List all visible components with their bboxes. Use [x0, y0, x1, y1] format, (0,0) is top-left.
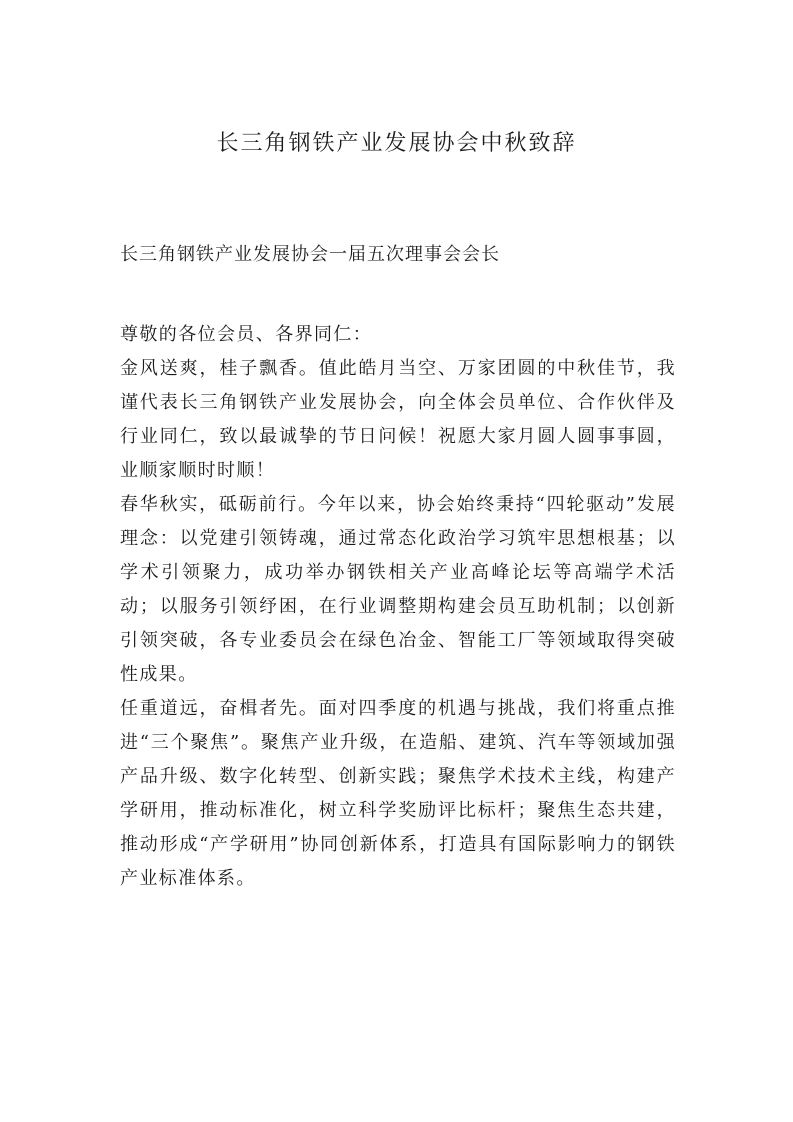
document-title: 长三角钢铁产业发展协会中秋致辞	[216, 131, 577, 156]
paragraph-1: 金风送爽，桂子飘香。值此皓月当空、万家团圆的中秋佳节，我谨代表长三角钢铁产业发展协会，向全体会员单位、合作伙伴及行业同仁，致以最诚挚的节日问候！祝愿大家月圆人圆事事圆，业顺家顺时时顺！	[120, 358, 676, 481]
author-line: 长三角钢铁产业发展协会一届五次理事会会长	[120, 244, 500, 265]
document-body	[120, 318, 676, 896]
paragraph-3: 任重道远，奋楫者先。面对四季度的机遇与挑战，我们将重点推进“三个聚焦”。聚焦产业升级，在造船、建筑、汽车等领域加强产品升级、数字化转型、创新实践；聚焦学术技术主线，构建产学研用，推动标准化，树立科学奖励评比标杆；聚焦生态共建，推动形成“产学研用”协同创新体系，打造具有国际影响力的钢铁产业标准体系。	[120, 698, 676, 889]
salutation: 尊敬的各位会员、各界同仁：	[120, 324, 373, 345]
paragraph-2: 春华秋实，砥砺前行。今年以来，协会始终秉持“四轮驱动”发展理念：以党建引领铸魂，通过常态化政治学习筑牢思想根基；以学术引领聚力，成功举办钢铁相关产业高峰论坛等高端学术活动；以服务引领纾困，在行业调整期构建会员互助机制；以创新引领突破，各专业委员会在绿色冶金、智能工厂等领域取得突破性成果。	[120, 494, 676, 685]
